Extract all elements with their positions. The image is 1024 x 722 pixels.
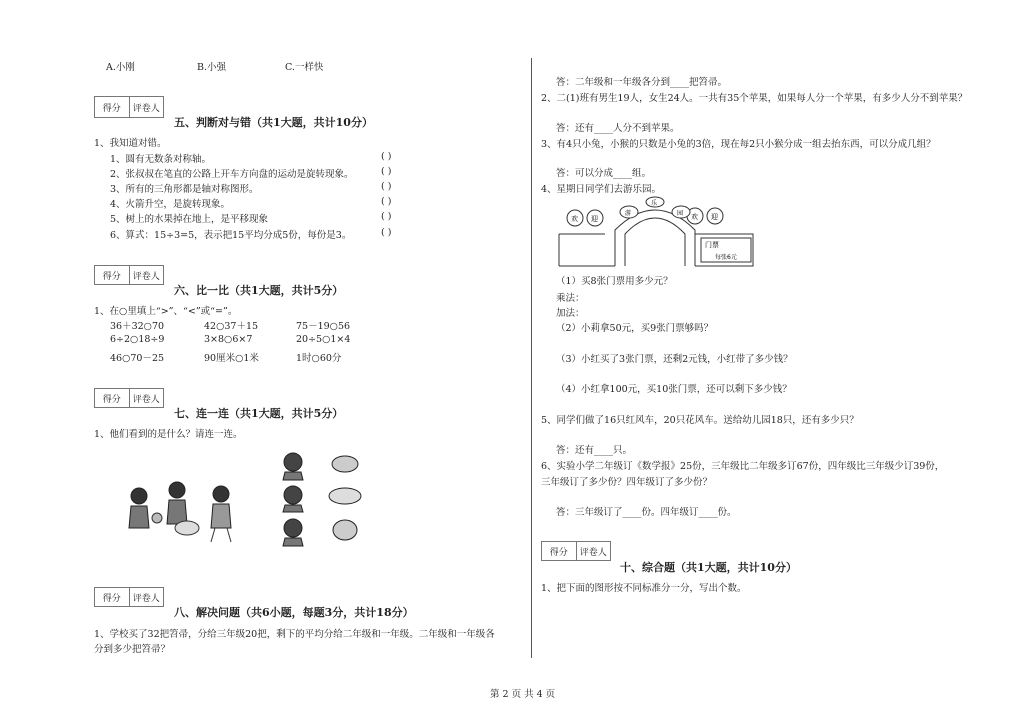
score-box-sec5 <box>94 96 164 118</box>
views-illustration <box>275 450 375 550</box>
park-gate-illustration <box>555 196 755 268</box>
score-label: 得分 <box>102 271 121 282</box>
park-char: 游 <box>625 210 632 217</box>
score-box-sec6 <box>94 265 164 285</box>
compare-item: 3×8○6×7 <box>204 334 253 345</box>
answer-line: 答：还有____只。 <box>556 445 633 456</box>
answer-line: 答：二年级和一年级各分到____把笤帚。 <box>556 77 728 88</box>
compare-item: 75－19○56 <box>296 321 351 332</box>
q4-addition: 加法： <box>556 308 585 319</box>
question-3: 3、有4只小兔，小猴的只数是小兔的3倍，现在每2只小猴分成一组去抬东西，可以分成几组？ <box>541 139 936 150</box>
score-label: 得分 <box>102 593 121 604</box>
q4-sub4: （4）小红拿100元，买10张门票，还可以剩下多少钱？ <box>556 384 792 395</box>
compare-item: 36＋32○70 <box>110 321 165 332</box>
score-label: 得分 <box>102 103 121 114</box>
section8-title: 八、解决问题（共6小题，每题3分，共计18分） <box>174 606 414 619</box>
section10-title: 十、综合题（共1大题，共计10分） <box>620 561 797 574</box>
compare-item: 42○37＋15 <box>204 321 259 332</box>
compare-item: 1时○60分 <box>296 353 342 364</box>
answer-paren[interactable]: ( ) <box>381 196 392 207</box>
score-box-sec7 <box>94 388 164 408</box>
park-char: 欢 <box>691 213 698 221</box>
park-char: 迎 <box>711 213 718 221</box>
option-a: A.小刚 <box>106 62 135 73</box>
judge-item: 2、张叔叔在笔直的公路上开车方向盘的运动是旋转现象。 <box>110 169 354 180</box>
section7-title: 七、连一连（共1大题，共计5分） <box>174 407 344 420</box>
score-box-sec10 <box>541 541 611 561</box>
q4-sub3: （3）小红买了3张门票，还剩2元钱，小红带了多少钱？ <box>556 354 793 365</box>
compare-item: 6÷2○18÷9 <box>110 334 165 345</box>
section6-question: 1、在○里填上“>”、“<”或“=”。 <box>94 306 238 317</box>
section6-title: 六、比一比（共1大题，共计5分） <box>174 284 344 297</box>
question-6-line2: 三年级订了多少份？四年级订了多少份？ <box>541 477 713 488</box>
park-char: 欢 <box>571 215 578 223</box>
q4-multiplication: 乘法： <box>556 293 585 304</box>
grader-label: 评卷人 <box>129 266 164 284</box>
answer-line: 答：三年级订了____份。四年级订____份。 <box>556 507 737 518</box>
ticket-label: 门票 <box>705 241 719 249</box>
section8-q1-line2: 分到多少把笤帚？ <box>94 644 171 655</box>
option-c: C.一样快 <box>285 62 324 73</box>
q4-sub2: （2）小莉拿50元，买9张门票够吗？ <box>556 323 714 334</box>
column-divider <box>531 58 532 658</box>
grader-label: 评卷人 <box>129 389 164 407</box>
judge-item: 6、算式：15÷3=5，表示把15平均分成5份，每份是3。 <box>110 230 352 241</box>
section10-question: 1、把下面的图形按不同标准分一分，写出个数。 <box>541 583 747 594</box>
section5-title: 五、判断对与错（共1大题，共计10分） <box>174 116 373 129</box>
park-char: 乐 <box>651 200 658 207</box>
question-2: 2、二(1)班有男生19人，女生24人。一共有35个苹果，如果每人分一个苹果，有多少人分不到苹果？ <box>541 93 968 104</box>
compare-item: 90厘米○1米 <box>204 353 259 364</box>
judge-item: 3、所有的三角形都是轴对称图形。 <box>110 184 259 195</box>
answer-paren[interactable]: ( ) <box>381 227 392 238</box>
park-char: 迎 <box>591 215 598 223</box>
grader-label: 评卷人 <box>129 588 164 606</box>
question-5: 5、同学们做了16只红风车，20只花风车。送给幼儿园18只，还有多少只？ <box>541 415 859 426</box>
score-label: 得分 <box>549 547 568 558</box>
question-6-line1: 6、实验小学二年级订《数学报》25份，三年级比二年级多订67份，四年级比三年级少订39份， <box>541 461 945 472</box>
answer-paren[interactable]: ( ) <box>381 211 392 222</box>
option-b: B.小强 <box>197 62 227 73</box>
answer-line: 答：还有____人分不到苹果。 <box>556 123 680 134</box>
page-footer: 第 2 页 共 4 页 <box>490 689 556 700</box>
answer-paren[interactable]: ( ) <box>381 166 392 177</box>
compare-item: 46○70－25 <box>110 353 165 364</box>
children-illustration <box>125 480 245 545</box>
answer-paren[interactable]: ( ) <box>381 181 392 192</box>
compare-item: 20÷5○1×4 <box>296 334 351 345</box>
answer-line: 答：可以分成____组。 <box>556 168 652 179</box>
grader-label: 评卷人 <box>576 542 611 560</box>
grader-label: 评卷人 <box>129 97 164 117</box>
judge-item: 5、树上的水果掉在地上，是平移现象 <box>110 214 269 225</box>
judge-item: 4、火箭升空，是旋转现象。 <box>110 199 231 210</box>
park-char: 园 <box>677 210 684 217</box>
section8-q1-line1: 1、学校买了32把笤帚，分给三年级20把，剩下的平均分给二年级和一年级。二年级和一年级各 <box>94 629 495 640</box>
ticket-price: 每张6元 <box>715 254 737 261</box>
score-label: 得分 <box>102 394 121 405</box>
score-box-sec8 <box>94 587 164 607</box>
answer-paren[interactable]: ( ) <box>381 151 392 162</box>
judge-item: 1、圆有无数条对称轴。 <box>110 154 212 165</box>
section5-question: 1、我知道对错。 <box>94 138 167 149</box>
question-4: 4、星期日同学们去游乐园。 <box>541 184 662 195</box>
section7-question: 1、他们看到的是什么？请连一连。 <box>94 429 243 440</box>
q4-sub1: （1）买8张门票用多少元？ <box>556 276 673 287</box>
